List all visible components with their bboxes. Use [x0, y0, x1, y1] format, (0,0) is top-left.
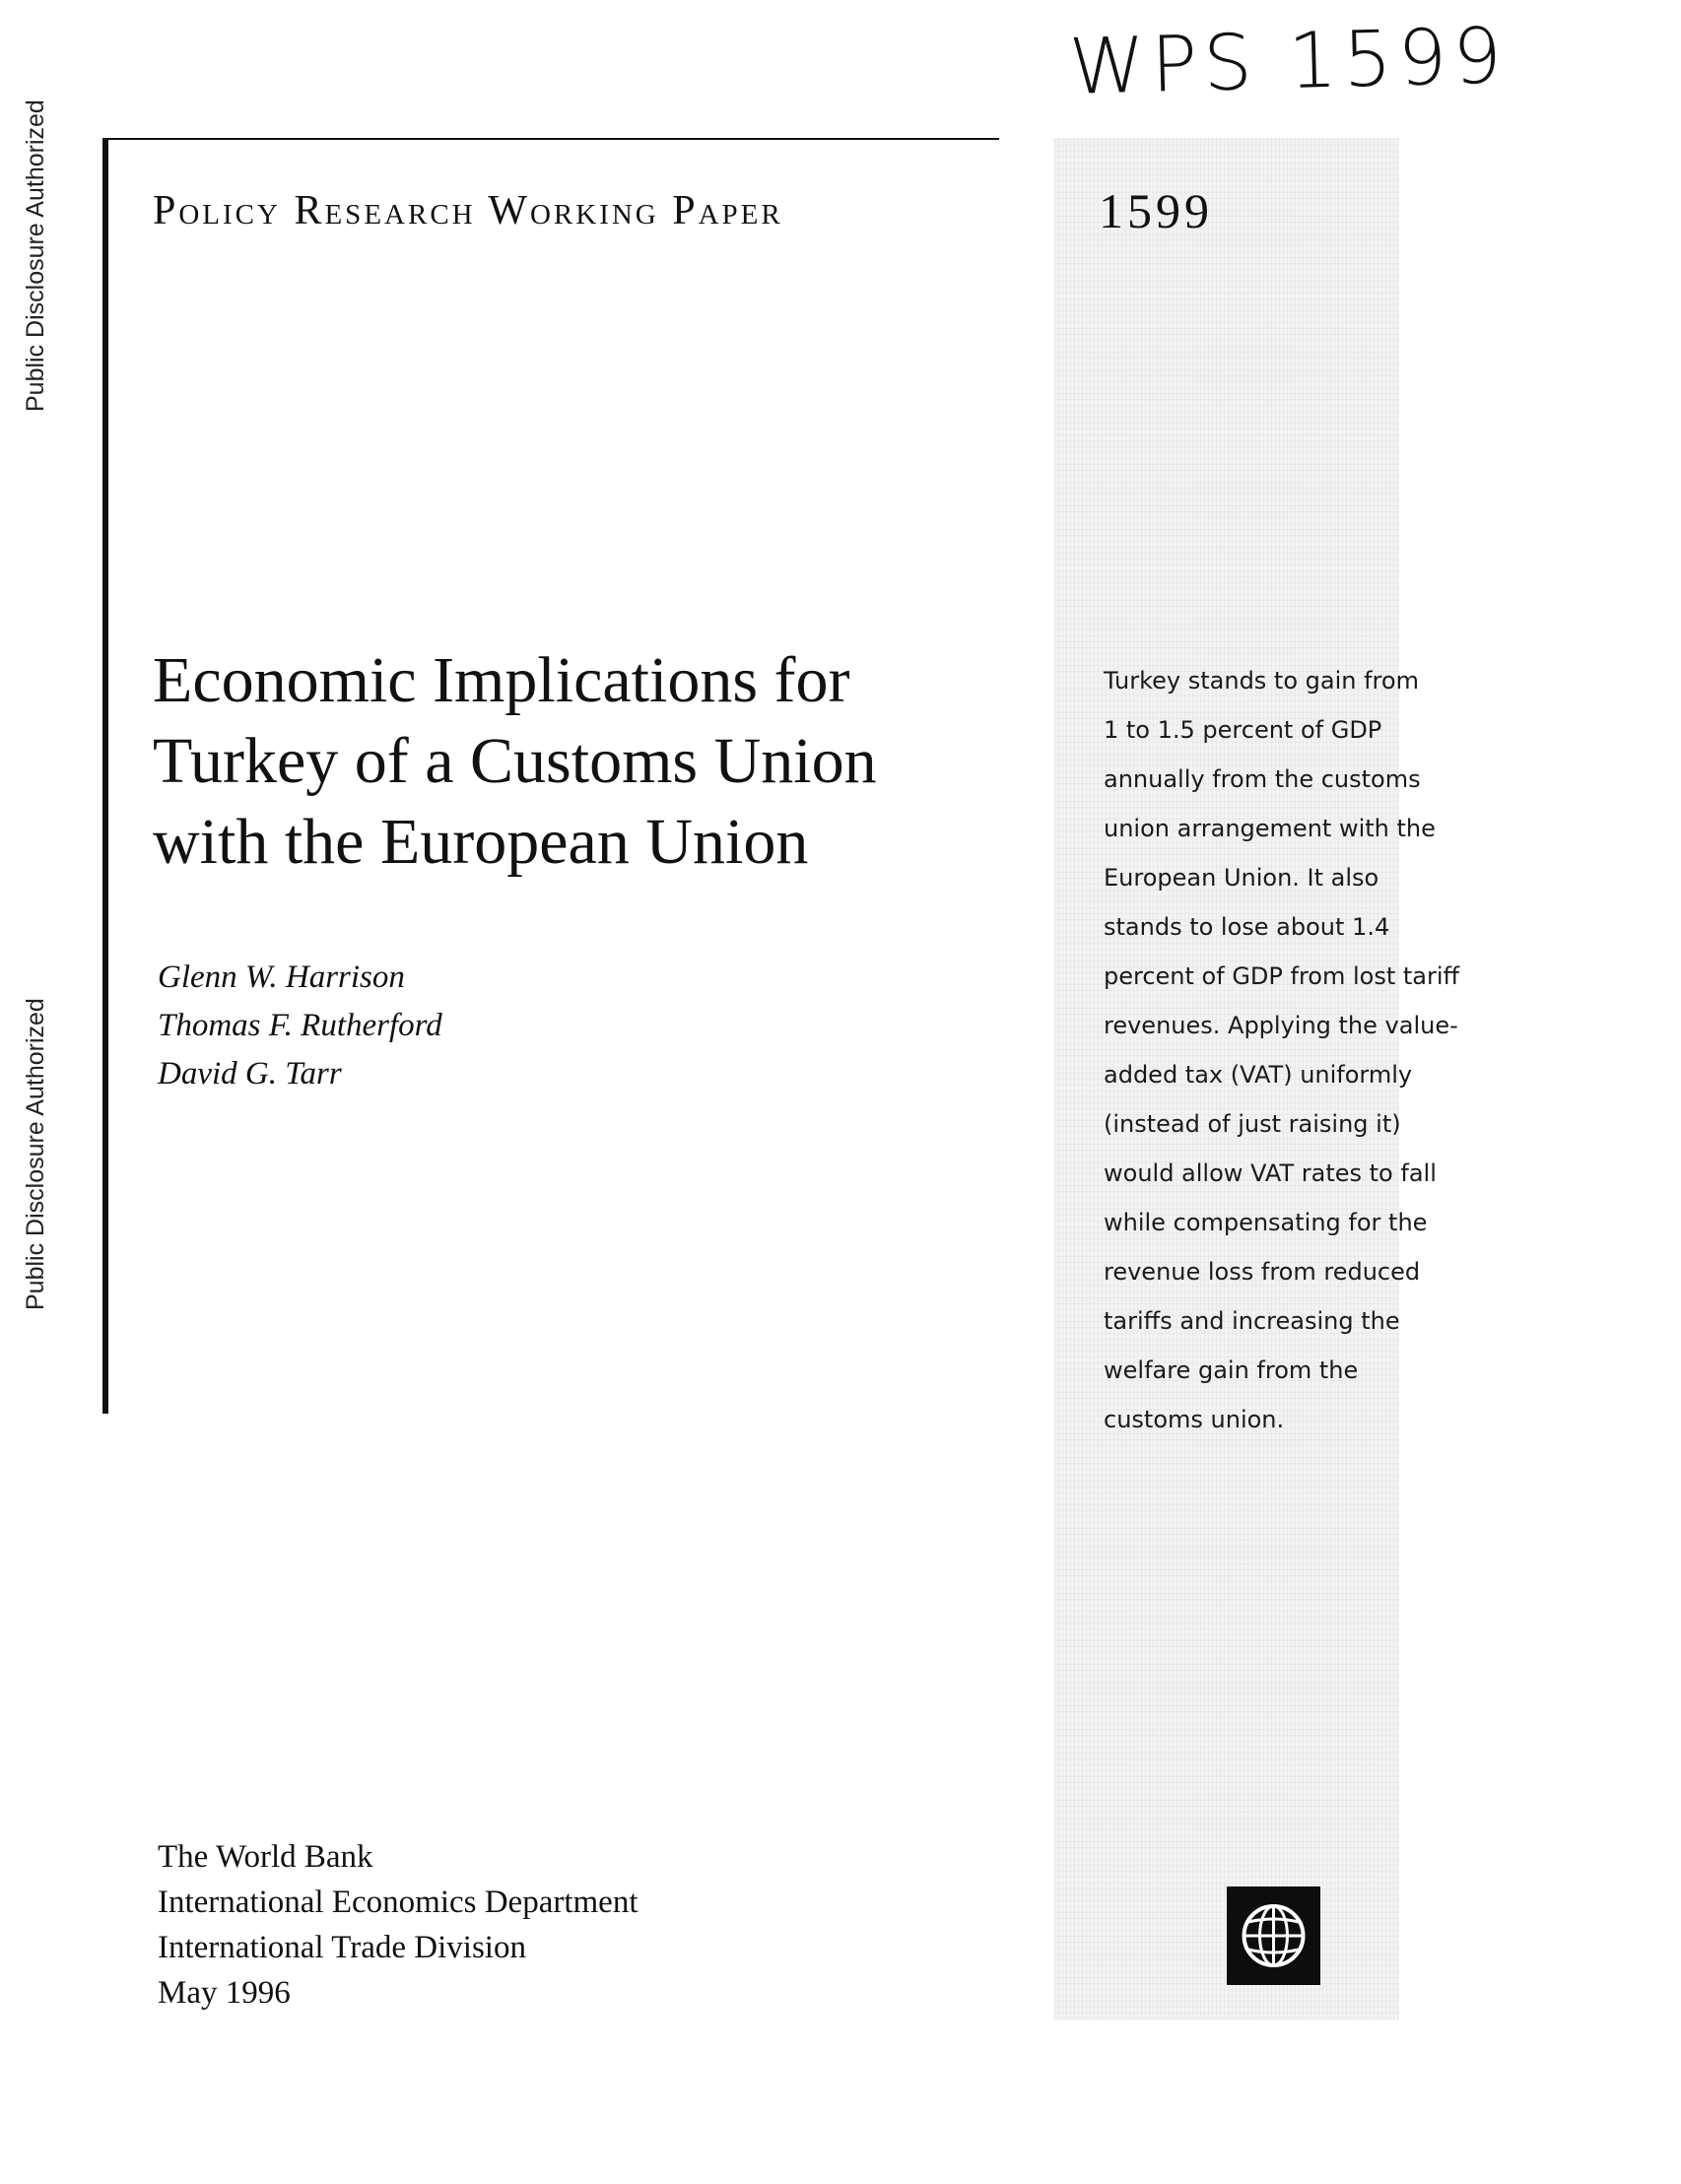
- abstract-line: revenue loss from reduced: [1104, 1258, 1421, 1286]
- abstract-line: customs union.: [1104, 1406, 1285, 1433]
- top-rule-divider: [102, 138, 999, 140]
- disclosure-label-top: Public Disclosure Authorized: [22, 99, 49, 412]
- author-name: David G. Tarr: [158, 1056, 342, 1092]
- abstract-line: (instead of just raising it): [1104, 1110, 1401, 1138]
- publisher-line: The World Bank: [158, 1839, 373, 1875]
- disclosure-label-bottom: Public Disclosure Authorized: [22, 998, 49, 1310]
- publisher-line: International Trade Division: [158, 1930, 526, 1965]
- author-list: [158, 954, 442, 1098]
- abstract-line: European Union. It also: [1104, 864, 1379, 892]
- abstract-line: annually from the customs: [1104, 765, 1421, 793]
- abstract-line: welfare gain from the: [1104, 1357, 1359, 1384]
- abstract-summary: [1104, 656, 1460, 1444]
- publisher-block: [158, 1834, 639, 2016]
- paper-number: 1599: [1099, 183, 1213, 238]
- globe-icon: [1227, 1886, 1320, 1985]
- abstract-line: percent of GDP from lost tariff: [1104, 962, 1460, 990]
- abstract-line: Turkey stands to gain from: [1104, 667, 1419, 695]
- publisher-line: International Economics Department: [158, 1885, 639, 1920]
- abstract-line: tariffs and increasing the: [1104, 1307, 1400, 1335]
- abstract-line: stands to lose about 1.4: [1104, 913, 1390, 941]
- handwritten-report-id: WPS 1599: [1067, 12, 1510, 112]
- author-name: Glenn W. Harrison: [158, 960, 405, 995]
- abstract-line: revenues. Applying the value-: [1104, 1012, 1458, 1039]
- document-title: [153, 640, 1020, 883]
- title-line: Turkey of a Customs Union: [153, 725, 877, 797]
- title-line: Economic Implications for: [153, 644, 850, 716]
- abstract-line: while compensating for the: [1104, 1209, 1428, 1236]
- author-name: Thomas F. Rutherford: [158, 1008, 442, 1043]
- abstract-line: added tax (VAT) uniformly: [1104, 1061, 1413, 1089]
- left-rule-divider: [102, 138, 108, 1414]
- abstract-line: 1 to 1.5 percent of GDP: [1104, 716, 1382, 744]
- abstract-line: would allow VAT rates to fall: [1104, 1159, 1437, 1187]
- abstract-line: union arrangement with the: [1104, 815, 1436, 842]
- series-title: Policy Research Working Paper: [153, 188, 783, 233]
- title-line: with the European Union: [153, 806, 809, 878]
- publication-date: May 1996: [158, 1975, 291, 2011]
- world-bank-globe-icon: [1227, 1886, 1320, 1985]
